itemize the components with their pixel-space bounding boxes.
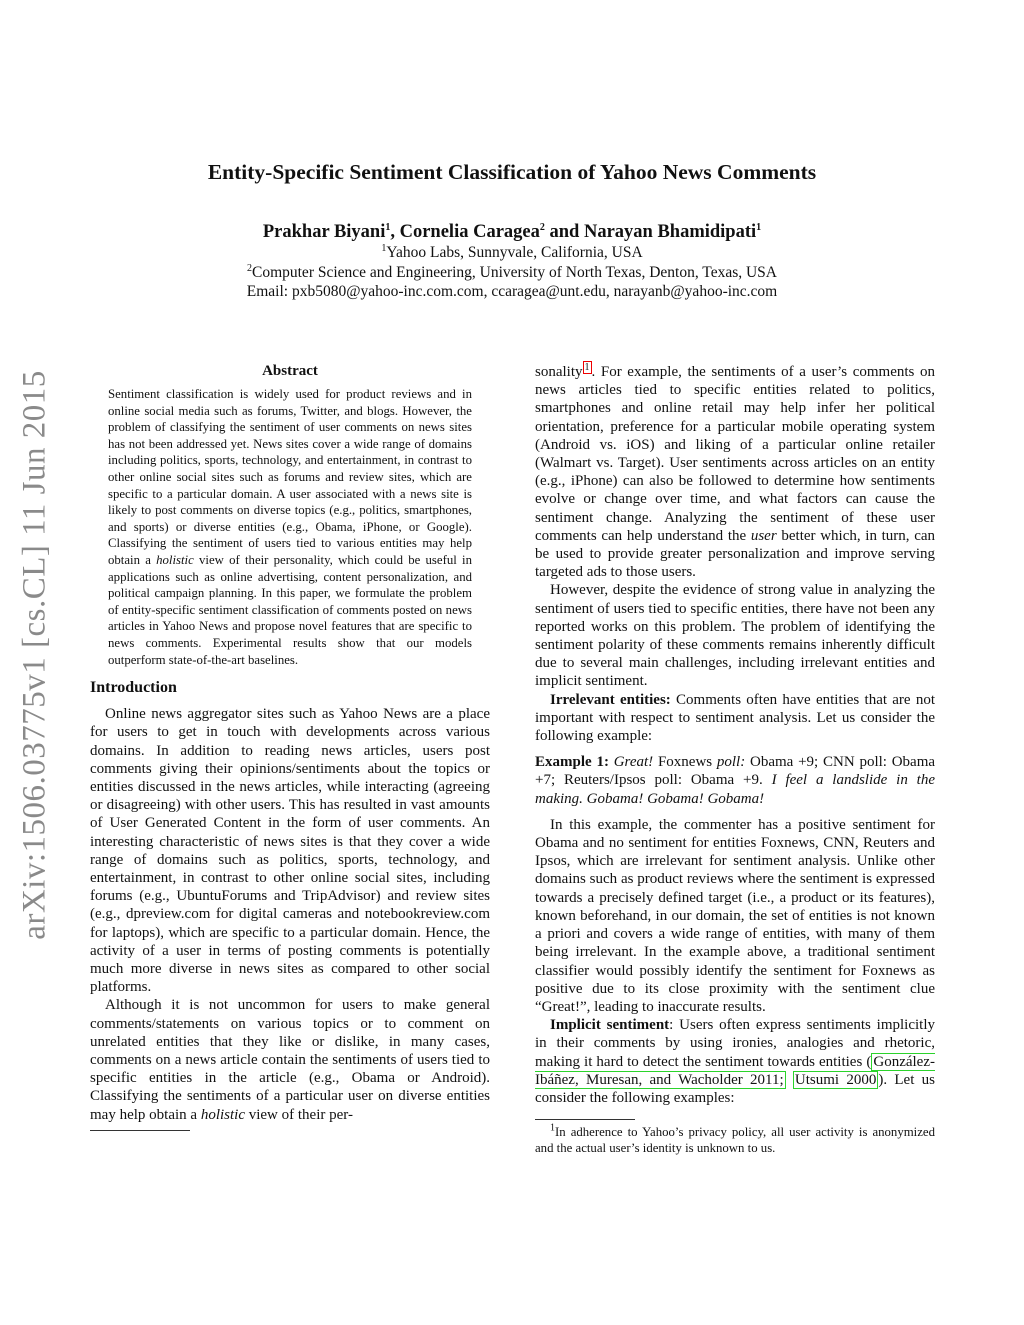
text-run: ). Let us consider the following examples: xyxy=(535,1071,935,1106)
intro-paragraph-2 xyxy=(90,996,490,1123)
example-1 xyxy=(535,753,935,808)
footnote-marker: 1 xyxy=(550,1122,555,1134)
abstract-section xyxy=(108,363,472,668)
text-run: . For example, the sentiments of a user’s comments on news articles tied to specific entities related to politics, smartphones and online retail may help infer her political orientation, preference for a particular mobile operating system (Android vs. iOS) and liking of a particular online retailer (Walmart vs. Target). User sentiments across articles on an entity (e.g., iPhone) can also be followed to determine how sentiments evolve or change over time, and what factors can cause the sentiment change. Analyzing the sentiment of these user comments can help understand the xyxy=(535,364,935,544)
emphasis: user xyxy=(750,527,777,544)
author-name: Narayan Bhamidipati xyxy=(583,222,757,242)
footnote-link[interactable]: 1 xyxy=(584,362,590,373)
abstract-text xyxy=(108,386,472,668)
affiliation-marker: 1 xyxy=(381,242,387,254)
text-run: : Users often express sentiments implicitly in their comments by using ironies, analogies and rhetoric, making it hard to detect the sentiment towards entities ( xyxy=(535,1017,936,1070)
text-run: Comments often have entities that are not important with respect to sentiment analysis. Let us consider the following example: xyxy=(535,691,936,745)
emphasis: holistic xyxy=(200,1106,245,1123)
text-run: better which, in turn, can be used to provide greater personalization and improve serving targeted ads to those users. xyxy=(535,527,936,581)
text-run: Sentiment classification is widely used for product reviews and in online social media such as forums, Twitter, and blogs. However, the problem of classifying the sentiment of user comments on news sites has not been addressed yet. News sites cover a wide range of domains including politics, sports, technology, and entertainment, in contrast to other online social sites such as forums and review sites, which are specific to a particular domain. A user associated with a news site is likely to post comments on diverse topics (e.g., politics, smartphones, and sports) or diverse entities (e.g., Obama, iPhone, or Google). Classifying the sentiment of users tied to various entities may help obtain a xyxy=(108,387,472,567)
affiliation-1 xyxy=(0,244,1024,262)
affiliation-marker: 2 xyxy=(539,221,545,233)
left-column xyxy=(90,363,490,1131)
arxiv-sidebar xyxy=(10,360,60,950)
text-run: view of their per- xyxy=(248,1106,353,1123)
implicit-sentiment-paragraph xyxy=(535,1016,935,1107)
irrelevant-entities-paragraph xyxy=(535,691,935,746)
affiliation-marker: 1 xyxy=(385,221,391,233)
text-run: view of their personality, which could be useful in applications such as online advertising, content personalization, and political campaign planning. In this paper, we formulate the problem of entity-specific sentiment classification of comments posted on news articles in Yahoo News and propose novel features that are specific to news comments. Experimental results show that our models outperform state-of-the-art baselines. xyxy=(108,552,472,667)
example-label: Example 1: xyxy=(535,754,609,771)
citation-link[interactable]: González-Ibáñez, Muresan, and Wacholder 2011; xyxy=(535,1053,935,1088)
affiliation-marker: 2 xyxy=(246,262,252,274)
affiliation-marker: 1 xyxy=(756,221,762,233)
emphasis: poll: xyxy=(716,754,746,771)
affiliation-text: Yahoo Labs, Sunnyvale, California, USA xyxy=(386,244,643,261)
author-name: Cornelia Caragea xyxy=(399,222,540,242)
right-paragraph-2: However, despite the evidence of strong value in analyzing the sentiment of users tied to specific entities, there have not been any reported works on this problem. The problem of identifying the sentiment polarity of these comments remains inherently difficult due to several main challenges, including irrelevant entities and implicit sentiment. xyxy=(535,582,935,690)
affiliation-2 xyxy=(0,264,1024,282)
text-run: Obama +9; CNN poll: Obama +7; Reuters/Ipsos poll: Obama +9. xyxy=(535,754,936,789)
emphasis: Great! xyxy=(613,754,654,771)
emphasis: I feel a landslide in the making. Gobama! Gobama! Gobama! xyxy=(535,772,936,807)
text-run: sonality xyxy=(535,364,583,380)
abstract-heading: Abstract xyxy=(262,363,318,379)
footnote-rule xyxy=(535,1119,635,1120)
emphasis: holistic xyxy=(156,552,194,567)
citation-link[interactable]: Utsumi 2000 xyxy=(794,1071,877,1088)
text-run: Although it is not uncommon for users to make general comments/statements on various topics or to comment on unrelated entities that they like or dislike, in many cases, comments on a news article contain the sentiments of users tied to specific entities in the article (e.g., Obama or Android). Classifying the sentiments of a particular user on diverse entities may help obtain a xyxy=(90,997,490,1123)
right-paragraph-1 xyxy=(535,363,935,581)
bold-label: Irrelevant entities: xyxy=(550,691,671,708)
text-run: Foxnews xyxy=(657,754,713,771)
footnote-text: In adherence to Yahoo’s privacy policy, all user activity is anonymized and the actual user’s identity is unknown to us. xyxy=(535,1125,935,1156)
intro-paragraph-1: Online news aggregator sites such as Yahoo News are a place for users to get in touch with developments across various domains. In addition to reading news articles, users post comments giving their opinions/sentiments about the topics or entities discussed in the news articles, while interacting (agreeing or disagreeing) with other users. This has resulted in vast amounts of User Generated Content in the form of user comments. An interesting characteristic of news sites is that they cover a wide range of domains such as politics, sports, technology, and entertainment, in contrast to other online social sites, including forums (e.g., UbuntuForums and TripAdvisor) and review sites (e.g., dpreview.com for digital cameras and notebookreview.com for laptops), which are specific to a particular domain. Hence, the activity of a user in terms of posting comments is potentially much more diverse in news sites as compared to other social platforms. xyxy=(90,706,490,996)
author-list: Prakhar Biyani$^1$, Cornelia Caragea$^2$ and Narayan Bhamidipati$^1$ xyxy=(262,221,762,242)
and-word: and xyxy=(549,222,580,242)
paper-title: Entity-Specific Sentiment Classification of Yahoo News Comments xyxy=(207,160,817,184)
author-name: Prakhar Biyani xyxy=(262,222,386,242)
arxiv-identifier: arXiv:1506.03775v1 [cs.CL] 11 Jun 2015 xyxy=(16,370,53,940)
affiliation-text: Computer Science and Engineering, University of North Texas, Denton, Texas, USA xyxy=(251,264,777,281)
introduction-heading: Introduction xyxy=(90,679,177,697)
footnote xyxy=(535,1124,935,1156)
bold-label: Implicit sentiment xyxy=(550,1017,670,1034)
right-paragraph-4: In this example, the commenter has a positive sentiment for Obama and no sentiment for entities Foxnews, CNN, Reuters and Ipsos, which are irrelevant for sentiment analysis. Unlike other domains such as product reviews where the sentiment is expressed towards a precisely defined target (i.e., a product or its features), known beforehand, in our domain, the set of entities is not known a priori and covers a wide range of entities, with many of them being irrelevant. In the example above, a traditional sentiment classifier would possibly identify the sentiment for Foxnews as positive due to its close proximity with the sentiment clue “Great!”, leading to inaccurate results. xyxy=(535,816,935,1015)
email-line: Email: pxb5080@yahoo-inc.com.com, ccaragea@unt.edu, narayanb@yahoo-inc.com xyxy=(246,283,778,300)
right-column xyxy=(535,363,935,1156)
footnote-rule xyxy=(90,1130,190,1131)
